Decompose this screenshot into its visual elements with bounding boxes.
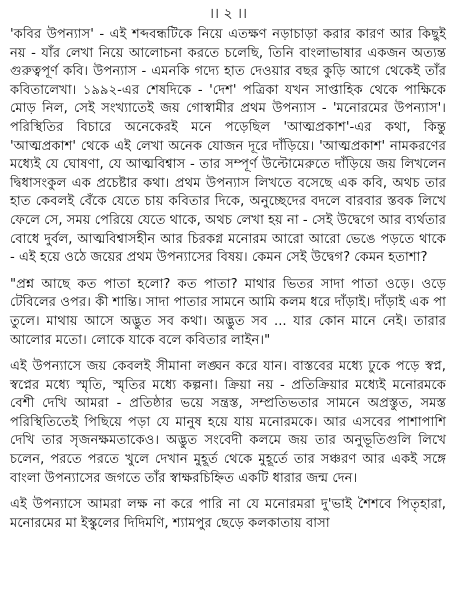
paragraph-gap [10, 268, 446, 276]
paragraph-4: এই উপন্যাসে আমরা লক্ষ না করে পারি না যে মনোরমরা দু'ভাই শৈশবে পিতৃহারা, মনোরমের মা ইস্কুলের দিদিমণি, শ্যামপুর ছেড়ে কলকাতায় বাসা [10, 497, 446, 531]
paragraph-1: 'কবির উপন্যাস' - এই শব্দবন্ধটিকে নিয়ে এতক্ষণ নড়াচাড়া করার কারণ আর কিছুই নয় - যাঁর লেখা নিয়ে আলোচনা করতে চলেছি, তিনি বাংলাভাষার একজন অত্যন্ত গুরুত্বপূর্ণ কবি। উপন্যাস - এমনকি গদ্যে হাত দেওয়ার বছর কুড়ি আগে থেকেই তাঁর কবিতালেখা। ১৯৯২-এর শেষদিকে - 'দেশ' পত্রিকা যখন সাপ্তাহিক থেকে পাক্ষিকে মোড় নিল, সেই সংখ্যাতেই জয় গোস্বামীর প্রথম উপন্যাস - 'মনোরমের উপন্যাস'। পরিস্থিতির বিচারে অনেকেরই মনে পড়েছিল 'আত্মপ্রকাশ'-এর কথা, কিন্তু 'আত্মপ্রকাশ' থেকে এই লেখা অনেক যোজন দূরে দাঁড়িয়ে। 'আত্মপ্রকাশ' নামকরণের মধ্যেই যে ঘোষণা, যে আত্মবিশ্বাস - তার সম্পূর্ণ উল্টোমেরুতে দাঁড়িয়ে জয় লিখলেন দ্বিধাসংকুল এক প্রচেষ্টার কথা। প্রথম উপন্যাস লিখতে বসেছে এক কবি, অথচ তার হাত কেবলই বেঁকে যেতে চায় কবিতার দিকে, অনুচ্ছেদের বদলে বারবার স্তবক লিখে ফেলে সে, সময় পেরিয়ে যেতে থাকে, অথচ লেখা হয় না - সেই উদ্বেগে আর ব্যর্থতার বোধে দুর্বল, আত্মবিশ্বাসহীন আর চিরকগ্ন মনোরম আরো আরো ভেঙে পড়তে থাকে - এই হয়ে ওঠে জয়ের প্রথম উপন্যাসের বিষয়। কেমন সেই উদ্বেগ? কেমন হতাশা? [10, 27, 446, 266]
paragraph-gap [10, 488, 446, 496]
paragraph-quote: "প্রশ্ন আছে কত পাতা হলো? কত পাতা? মাথার ভিতর সাদা পাতা ওড়ে। ওড়ে টেবিলের ওপর। কী শান্তি। সাদা পাতার সামনে আমি কলম ধরে দাঁড়াই। দাঁড়াই এক পা তুলে। মাথায় আসে অদ্ভুত সব কথা। অদ্ভুত সব ... যার কোন মানে নেই। তারার আলোর মতো। লোকে যাকে বলে কবিতার লাইন।" [10, 276, 446, 348]
paragraph-gap [10, 350, 446, 358]
page-number: ।। ২ ।। [208, 6, 248, 22]
paragraph-3: এই উপন্যাসে জয় কেবলই সীমানা লঙ্ঘন করে যান। বাস্তবের মধ্যে ঢুকে পড়ে স্বপ্ন, স্বপ্নের মধ্যে স্মৃতি, স্মৃতির মধ্যে কল্পনা। ক্রিয়া নয় - প্রতিক্রিয়ার মধ্যেই মনোরমকে বেশী দেখি আমরা - প্রতিষ্ঠার ভয়ে সন্ত্রস্ত, সম্প্রতিভতার সামনে অপ্রস্তুত, সমস্ত পরিস্থিতিতেই পিছিয়ে পড়া যে মানুষ হয়ে যায় মনোরমকে। আর এসবের পাশাপাশি দেখি তার সৃজনক্ষমতাকেও। অদ্ভুত সংবেদী কলমে জয় তার অনুভূতিগুলি লিখে চলেন, পরতে পরতে খুলে দেখান মুহূর্ত থেকে মুহূর্তে তার সঞ্চরণ আর একই সঙ্গে বাংলা উপন্যাসের জগতে তাঁর স্বাক্ষরচিহ্নিত একটি ধারার জন্ম দেন। [10, 359, 446, 486]
